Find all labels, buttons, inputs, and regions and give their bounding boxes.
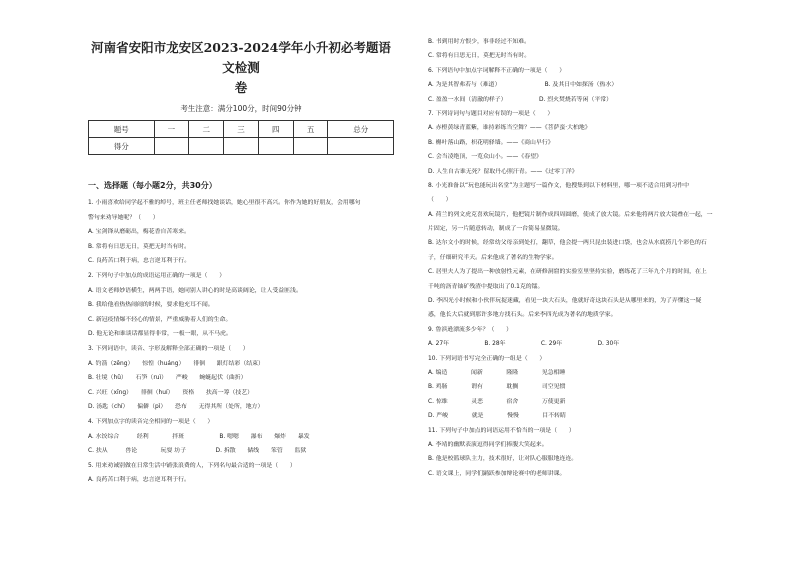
score-blank-cell (154, 138, 189, 155)
score-cell: 三 (224, 121, 259, 138)
question-line: 子，仔细研究半天。后来他成了著名的生物学家。 (428, 254, 558, 261)
question-line: B. 常将有日思无日，莫把无时当有时。 (88, 243, 191, 250)
score-cell: 总分 (328, 121, 394, 138)
question-line: C. 兴旺（xīng） 徘徊（huí） 资格 扶高一筹（技艺） (88, 389, 254, 396)
question-line: A. 宝剑锋从磨砺出，梅花香自苦寒来。 (88, 229, 190, 236)
score-cell: 五 (293, 121, 328, 138)
question-line: （ ） (428, 197, 452, 204)
title-line-2: 卷 (234, 80, 248, 95)
score-table-header-row (89, 121, 394, 138)
question-line: B. 鸡肠 谓有 耽搁 司空见惯 (428, 384, 566, 391)
score-blank-cell (293, 138, 328, 155)
question-line: 2. 下列句子中加点的成语运用正确的一项是（ ） (88, 272, 226, 279)
question-line: D. 人生自古谁无死？留取丹心照汗青。——《过零丁洋》 (428, 168, 578, 175)
question-line: A. 钓箭（zēng） 惊惶（huáng） 徘徊 跟灯结彩（结束） (88, 360, 264, 367)
question-line: 8. 小光准备以“玩也能玩出名堂”为主题写一篇作文，他搜集到以下材料里，哪一项不适合用到习作中 (428, 182, 690, 189)
question-line: C. 惊维 灵恶 宿舍 万使更新 (428, 398, 566, 405)
question-line: A. 荷兰的列文虎克喜欢玩镜片，他把镜片制作成四周圆磨，使成了放大镜。后来他将两片放大镜叠在一起，一 (428, 211, 713, 218)
page-title (88, 38, 394, 98)
question-line: 9. 鲁滨逊漂流多少年？（ ） (428, 326, 513, 333)
score-cell: 题号 (89, 121, 155, 138)
score-blank-cell (258, 138, 293, 155)
question-line: C. 良药苦口利于病，忠言逆耳利于行。 (88, 258, 191, 265)
question-line: 1. 小雨喜欢给同学起不雅的绰号，班主任老师找她谈话，她心里很不高兴。你作为她的好朋友，会用哪句 (88, 200, 361, 206)
question-line: 6. 下列语句中加点字词解释不正确的一项是（ ） (428, 67, 566, 74)
question-line: A. 编造 闻新 隆隆 见急相睡 (428, 369, 566, 376)
score-cell: 二 (189, 121, 224, 138)
score-table (88, 120, 394, 155)
section-heading: 一、选择题（每小题2分，共30分） (88, 181, 217, 190)
question-line: D. 汤匙（chí） 偏僻（pì） 恐布 无得其所（处所，地方） (88, 404, 264, 411)
question-line: A. 良药苦口利于病，忠言逆耳利于行。 (88, 477, 190, 484)
question-line: B. 槲叶落山路，枳花明驿墙。——《商山早行》 (428, 139, 554, 146)
question-line: A. 李靖的幽默表演逗得同学们捧腹大笑起来。 (428, 441, 548, 448)
right-question-list (428, 38, 748, 492)
question-line: B. 壮境（hǔ） 石笋（ruì） 严峻 蜿蜒起伏（曲折） (88, 375, 247, 382)
question-line: B. 书到用时方恨少，事非经过不知难。 (428, 39, 531, 45)
question-line: A. 为是其智弗若与（难道） B. 及其日中如探汤（热水） (428, 82, 618, 89)
question-line: D. 他无论和谁谈话都显得非常，一板一眼，从不马虎。 (88, 331, 232, 338)
score-table-score-row (89, 138, 394, 155)
question-line: C. 语文课上，同学们踊跃参加辩论赛中的老师讲课。 (428, 470, 566, 477)
question-line: C. 居里夫人为了提出一种放射性元素，在研修洞窟的实验室里坚持实验，磨练花了三年九个月的时间，在上 (428, 269, 707, 276)
left-column (88, 38, 394, 491)
left-question-list (88, 199, 394, 484)
question-line: D. 严峻 就是 慢慢 目不转睛 (428, 413, 566, 420)
question-line: B. 达尔文小的时候，经常幼父母亲到处打，翻草，他会提一两只昆虫装进口袋，也会从水底捞几个彩色的石 (428, 240, 707, 247)
question-line: D. 李四光小时候和小伙伴玩捉迷藏，看见一块大石头，他就好奇这块石头是从哪里来的，为了弄懂这一疑 (428, 298, 702, 305)
question-line: B. 他是校篮球队主力，技术很好，让对队心服服地连连。 (428, 456, 578, 463)
question-line: 片固定，另一片随意转动，制成了一台简易显微镜。 (428, 226, 564, 233)
question-line: 4. 下列加点字的读音完全相同的一项是（ ） (88, 418, 214, 425)
question-line: C. 会当凌绝顶，一览众山小。——《春望》 (428, 154, 542, 161)
question-line: 7. 下列诗词句与题目对应有误的一项是（ ） (428, 110, 554, 117)
question-line: C. 常将有日思无日，莫把无时当有时。 (428, 53, 531, 60)
question-line: A. 27年 B. 28年 C. 29年 D. 30年 (428, 341, 620, 348)
question-line: 3. 下列词语中，读音、字形及解释全部正确的一项是（ ） (88, 345, 249, 352)
score-blank-cell (224, 138, 259, 155)
question-line: A. 水饺综合 经利 拌斑 B. 嗯嗯 瀑布 爆炸 暴发 (88, 433, 310, 440)
score-blank-cell (189, 138, 224, 155)
question-line: B. 我给他看热热闹闹的时候，要求他充耳不闻。 (88, 302, 214, 309)
score-cell: 得分 (89, 138, 155, 155)
score-blank-cell (328, 138, 394, 155)
score-cell: 四 (258, 121, 293, 138)
title-line-1: 河南省安阳市龙安区2023-2024学年小升初必考题语文检测 (91, 40, 391, 75)
question-line: A. 赤橙黄绿青蓝紫，谁持彩练当空舞？——《菩萨蛮·大柏地》 (428, 125, 591, 132)
exam-notice: 考生注意：满分100分，时间90分钟 (180, 104, 302, 113)
right-column (428, 38, 748, 499)
question-line: C. 扶从 兽论 玩耍 坊子 D. 拆散 储线 笨管 监狱 (88, 448, 307, 455)
question-line: 警句来劝导她呢？（ ） (88, 214, 159, 221)
question-line: 惑，他长大后就到那许多地方找石头。后来李四光成为著名的地质学家。 (428, 312, 617, 319)
question-line: 千吨的沥青铀矿残渣中提取出了0.1克的镭。 (428, 283, 544, 290)
question-line: 11. 下列句子中加点的词语运用不恰当的一项是（ ） (428, 427, 575, 434)
question-line: 10. 下列词语书写完全正确的一组是（ ） (428, 355, 546, 362)
question-line: A. 语文老师妙语横生，两两手语，她同别人讲心的时是高谈阔论，让人受益匪浅。 (88, 287, 302, 294)
score-cell: 一 (154, 121, 189, 138)
question-line: 5. 用来劝诫别做在日常生活中铺张浪费的人，下列名句最合适的一项是（ ） (88, 462, 296, 469)
question-line: C. 新冠疫情爆不轻心的情景，严重威胁着人们的生命。 (88, 316, 232, 323)
question-line (428, 484, 748, 492)
question-line: C. 盈盈一水间（清澈的样子） D. 烈火焚烧若等闲（平常） (428, 96, 613, 103)
